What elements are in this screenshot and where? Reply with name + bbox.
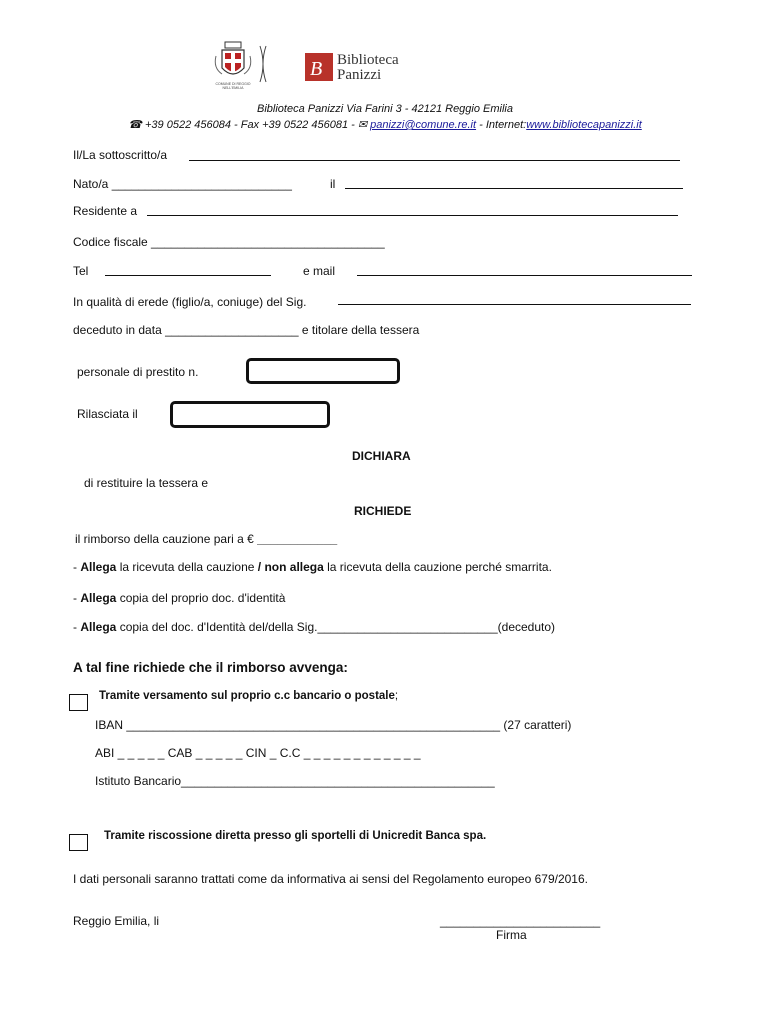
allegato-3	[73, 620, 555, 634]
firma-line[interactable]: ________________________	[440, 914, 601, 928]
allegato-2-allega: Allega	[80, 591, 117, 605]
allegato-2-dash: -	[73, 591, 81, 605]
sottoscritto-field[interactable]	[189, 160, 680, 161]
allegato-3-dash: -	[73, 620, 81, 634]
phone-icon: ☎	[128, 119, 142, 131]
option1-suffix: ;	[394, 690, 399, 702]
website-link[interactable]: www.bibliotecapanizzi.it	[526, 119, 642, 131]
crest-caption: COMUNE DI REGGIO NELL'EMILIA	[215, 82, 251, 90]
allegato-2	[73, 591, 285, 605]
email-field[interactable]	[357, 275, 692, 276]
rilasciata-field[interactable]	[170, 401, 330, 428]
codice-fiscale-label: Codice fiscale ___________________________________	[73, 235, 385, 249]
rimborso-amount-field[interactable]: ____________	[257, 532, 338, 546]
option1-text: Tramite versamento sul proprio c.c bancario o postale	[99, 690, 395, 702]
allegato-1-text: la ricevuta della cauzione	[116, 560, 258, 574]
tessera-number-field[interactable]	[246, 358, 400, 384]
allegato-1	[73, 560, 552, 574]
abi-cab-cin-field[interactable]: ABI _ _ _ _ _ CAB _ _ _ _ _ CIN _ C.C _ _ _ _ _ _ _ _ _ _ _ _	[95, 746, 421, 760]
option2-checkbox[interactable]	[69, 834, 88, 851]
header-divider-icon	[258, 44, 268, 84]
biblioteca-logo-icon	[305, 53, 333, 81]
allegato-2-text: copia del proprio doc. d'identità	[116, 591, 286, 605]
allegato-1-text2: la ricevuta della cauzione perché smarrita.	[323, 560, 552, 574]
allegato-1-non-allega: / non allega	[257, 560, 324, 574]
richiede-heading: RICHIEDE	[354, 504, 412, 518]
allegato-1-dash: -	[73, 560, 81, 574]
residente-field[interactable]	[147, 215, 678, 216]
iban-field[interactable]: IBAN ________________________________________________________ (27 caratteri)	[95, 718, 572, 732]
sottoscritto-label: Il/La sottoscritto/a	[73, 148, 168, 162]
option1-checkbox[interactable]	[69, 694, 88, 711]
allegato-1-allega: Allega	[80, 560, 117, 574]
logo-text-line1: Biblioteca	[337, 52, 399, 68]
allegato-3-text: copia del doc. d'Identità del/della Sig.___________________________(deceduto)	[116, 620, 556, 634]
internet-label: - Internet:	[476, 119, 527, 131]
data-nascita-field[interactable]	[345, 188, 683, 189]
dichiara-text: di restituire la tessera e	[84, 476, 209, 490]
option1-label	[99, 690, 398, 702]
svg-text:B: B	[310, 58, 323, 80]
email-label: e mail	[303, 264, 336, 278]
email-link[interactable]: panizzi@comune.re.it	[370, 119, 477, 131]
header-address: Biblioteca Panizzi Via Farini 3 - 42121 Reggio Emilia	[257, 103, 513, 115]
logo-text-line2: Panizzi	[337, 67, 382, 83]
option2-label: Tramite riscossione diretta presso gli sportelli di Unicredit Banca spa.	[104, 830, 487, 842]
modalita-heading: A tal fine richiede che il rimborso avvenga:	[73, 660, 348, 675]
firma-label: Firma	[496, 928, 527, 942]
istituto-field[interactable]: Istituto Bancario_______________________________________________	[95, 774, 495, 788]
allegato-3-allega: Allega	[80, 620, 117, 634]
dichiara-heading: DICHIARA	[352, 449, 411, 463]
nato-label: Nato/a ___________________________	[73, 177, 292, 191]
deceduto-label: deceduto in data ____________________ e titolare della tessera	[73, 323, 420, 337]
header-contacts	[0, 118, 770, 131]
residente-label: Residente a	[73, 204, 138, 218]
rimborso-line	[75, 532, 337, 546]
rilasciata-label: Rilasciata il	[77, 407, 138, 421]
erede-label: In qualità di erede (figlio/a, coniuge) del Sig.	[73, 295, 307, 309]
phone-fax: +39 0522 456084 - Fax +39 0522 456081 -	[145, 119, 358, 131]
tel-field[interactable]	[105, 275, 271, 276]
rimborso-label: il rimborso della cauzione pari a €	[75, 532, 258, 546]
tessera-label: personale di prestito n.	[77, 365, 199, 379]
luogo-data-label: Reggio Emilia, li	[73, 914, 160, 928]
il-label: il	[330, 177, 336, 191]
erede-field[interactable]	[338, 304, 691, 305]
mail-icon: ✉	[357, 119, 368, 131]
privacy-text: I dati personali saranno trattati come da informativa ai sensi del Regolamento europeo 679/2016.	[73, 872, 588, 886]
tel-label: Tel	[73, 264, 89, 278]
